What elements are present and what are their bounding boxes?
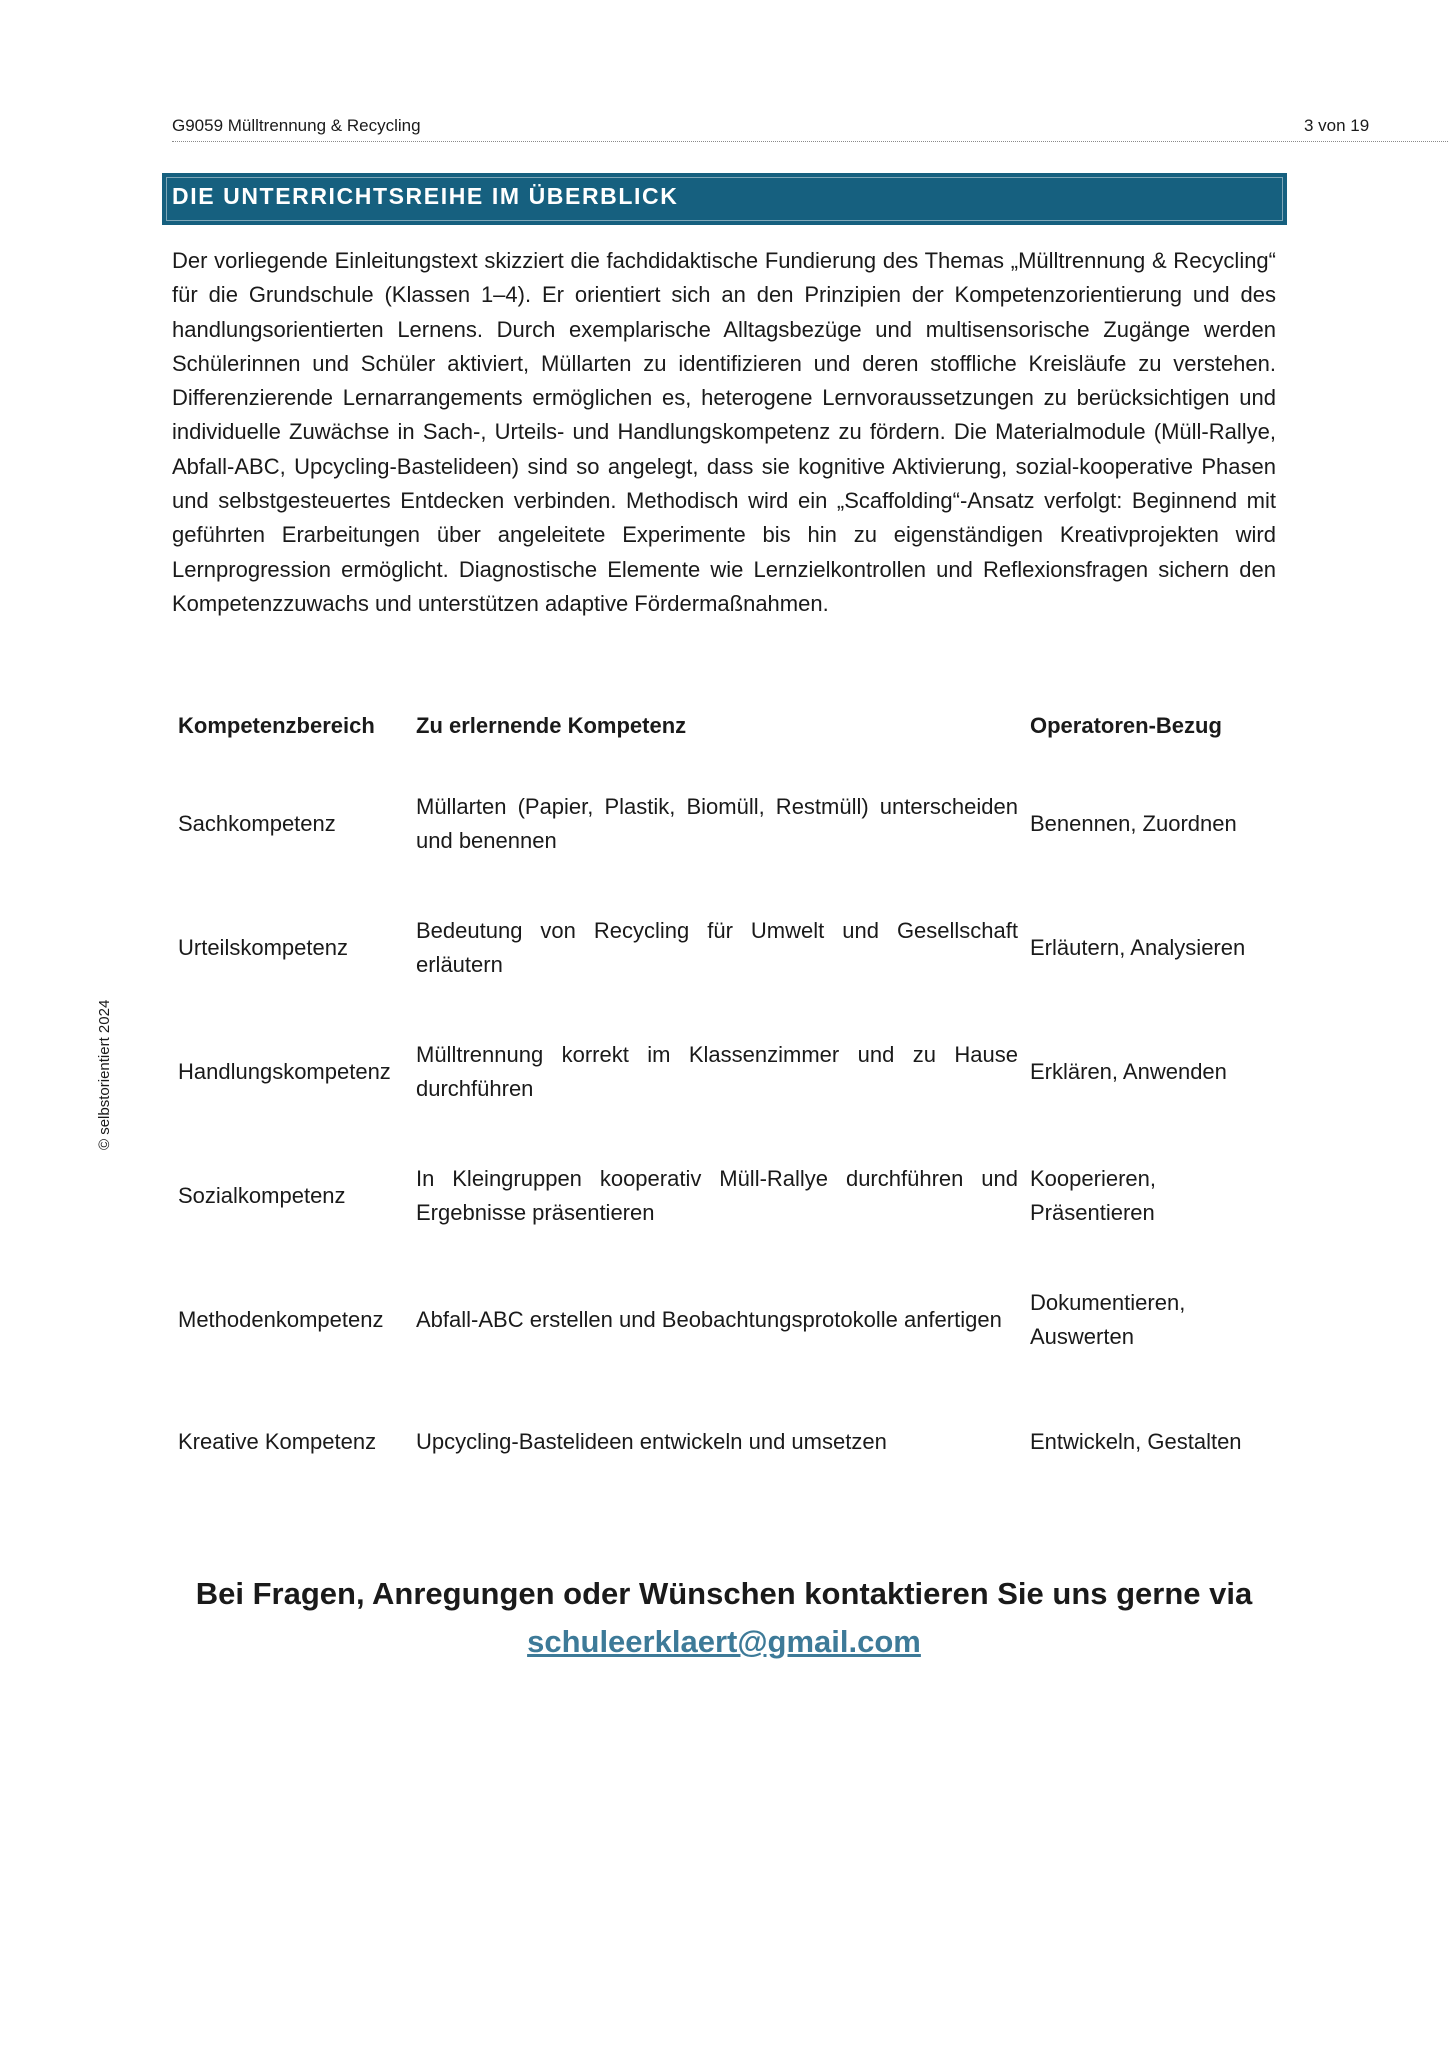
area-cell: Handlungskompetenz (178, 1059, 391, 1084)
area-cell: Kreative Kompetenz (178, 1429, 377, 1454)
competence-cell: Upcycling-Bastelideen entwickeln und umsetzen (416, 1429, 887, 1454)
operators-cell: Entwickeln, Gestalten (1030, 1429, 1242, 1454)
operators-cell: Erklären, Anwenden (1030, 1059, 1227, 1084)
table-row (172, 1382, 1276, 1502)
table-row (172, 1010, 1276, 1134)
competence-cell: Abfall-ABC erstellen und Beobachtungsprotokolle anfertigen (416, 1307, 1002, 1332)
contact-block (0, 1570, 1448, 1666)
competence-table (172, 690, 1276, 1502)
intro-paragraph: Der vorliegende Einleitungstext skizziert die fachdidaktische Fundierung des Themas „Mülltrennung & Recycling“ für die Grundschule (Klassen 1–4). Er orientiert sich an den Prinzipien der Kompetenzorientierung und des handlungsorientierten Lernens. Durch exemplarische Alltagsbezüge und multisensorische Zugänge werden Schülerinnen und Schüler aktiviert, Müllarten zu identifizieren und deren stoffliche Kreisläufe zu verstehen. Differenzierende Lernarrangements ermöglichen es, heterogene Lernvoraussetzungen zu berücksichtigen und individuelle Zuwächse in Sach-, Urteils- und Handlungskompetenz zu fördern. Die Materialmodule (Müll-Rallye, Abfall-ABC, Upcycling-Bastelideen) sind so angelegt, dass sie kognitive Aktivierung, sozial-kooperative Phasen und selbstgesteuertes Entdecken verbinden. Methodisch wird ein „Scaffolding“-Ansatz verfolgt: Beginnend mit geführten Erarbeitungen über angeleitete Experimente bis hin zu eigenständigen Kreativprojekten wird Lernprogression ermöglicht. Diagnostische Elemente wie Lernzielkontrollen und Reflexionsfragen sichern den Kompetenzzuwachs und unterstützen adaptive Fördermaßnahmen. (172, 248, 1276, 616)
section-banner (162, 173, 1287, 225)
document-title: G9059 Mülltrennung & Recycling (172, 116, 421, 135)
table-row (172, 886, 1276, 1010)
page-header (172, 112, 1448, 142)
table-row (172, 1258, 1276, 1382)
section-title: DIE UNTERRICHTSREIHE IM ÜBERBLICK (172, 183, 679, 209)
operators-cell: Erläutern, Analysieren (1030, 935, 1246, 960)
contact-text: Bei Fragen, Anregungen oder Wünschen kontaktieren Sie uns gerne via (195, 1576, 1253, 1611)
area-cell: Methodenkompetenz (178, 1307, 384, 1332)
operators-cell: Benennen, Zuordnen (1030, 811, 1237, 836)
operators-cell: Kooperieren, Präsentieren (1030, 1166, 1156, 1225)
operators-cell: Dokumentieren, Auswerten (1030, 1290, 1186, 1349)
competence-cell: In Kleingruppen kooperativ Müll-Rallye durchführen und Ergebnisse präsentieren (416, 1166, 1018, 1225)
area-cell: Sachkompetenz (178, 811, 336, 836)
area-cell: Sozialkompetenz (178, 1183, 346, 1208)
column-header-competence: Zu erlernende Kompetenz (416, 713, 687, 738)
competence-cell: Bedeutung von Recycling für Umwelt und Gesellschaft erläutern (416, 918, 1018, 977)
competence-cell: Mülltrennung korrekt im Klassenzimmer und zu Hause durchführen (416, 1042, 1018, 1101)
column-header-area: Kompetenzbereich (178, 713, 375, 738)
column-header-operators: Operatoren-Bezug (1030, 713, 1222, 738)
contact-email-link[interactable]: schuleerklaert@gmail.com (527, 1624, 921, 1659)
copyright-note: © selbstorientiert 2024 (96, 999, 113, 1150)
table-row (172, 762, 1276, 886)
competence-cell: Müllarten (Papier, Plastik, Biomüll, Restmüll) unterscheiden und benennen (416, 794, 1018, 853)
table-row (172, 1134, 1276, 1258)
page-number: 3 von 19 (1304, 116, 1370, 135)
table-header-row (172, 690, 1276, 762)
area-cell: Urteilskompetenz (178, 935, 348, 960)
